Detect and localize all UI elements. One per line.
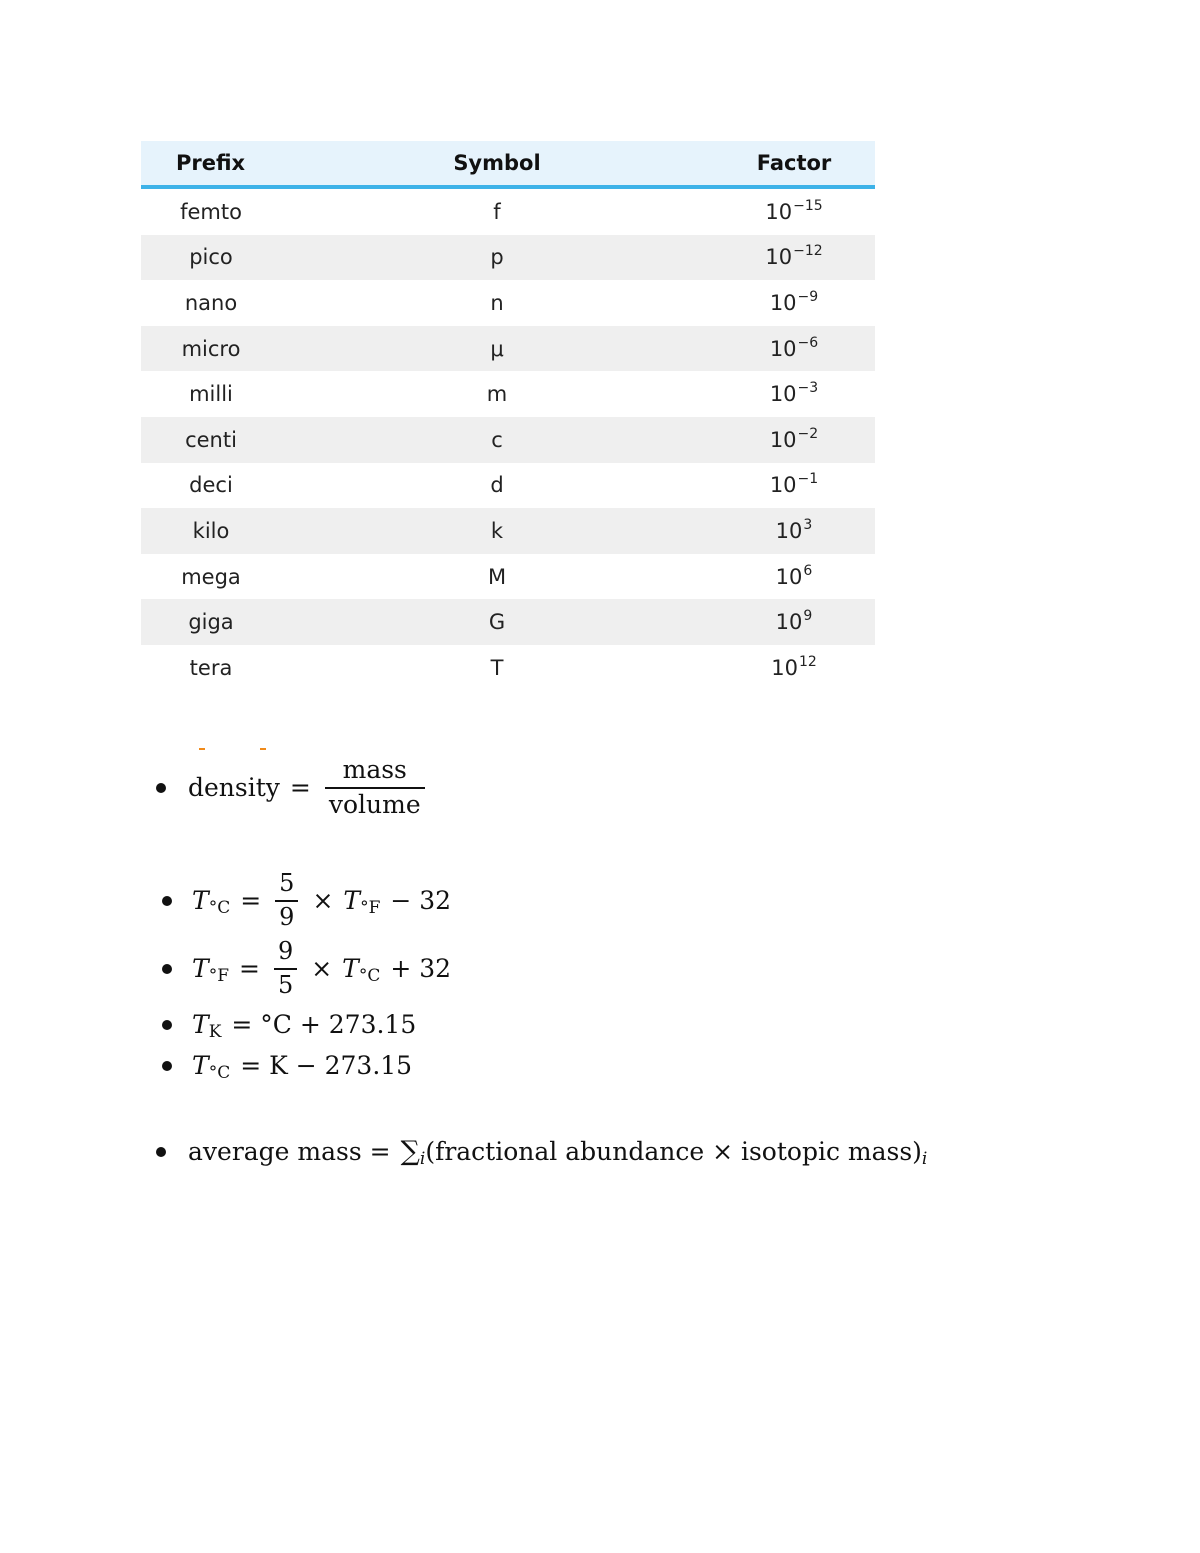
symbol-cell: M bbox=[487, 564, 507, 589]
temperature-symbol: T bbox=[192, 886, 209, 916]
temperature-symbol: T bbox=[342, 954, 359, 984]
temperature-symbol: T bbox=[192, 954, 209, 984]
factor-cell bbox=[713, 187, 875, 235]
prefix-cell: femto bbox=[180, 199, 242, 224]
formula-tail: − 32 bbox=[390, 886, 452, 916]
body-index: i bbox=[921, 1148, 928, 1169]
density-fraction bbox=[325, 756, 425, 820]
bullet bbox=[162, 1020, 172, 1030]
factor-cell bbox=[713, 463, 875, 509]
factor-base: 10 bbox=[769, 336, 797, 361]
average-mass-formula bbox=[150, 1136, 927, 1167]
header-prefix: Prefix bbox=[141, 141, 281, 187]
bullet bbox=[156, 783, 166, 793]
average-mass-body: (fractional abundance × isotopic mass) bbox=[425, 1137, 922, 1166]
factor-exponent: 12 bbox=[798, 653, 817, 670]
table-row bbox=[141, 280, 875, 326]
factor-cell bbox=[713, 417, 875, 463]
average-mass-lhs: average mass = bbox=[188, 1137, 391, 1166]
table-row bbox=[141, 326, 875, 372]
factor-exponent: −6 bbox=[797, 334, 819, 351]
symbol-cell: f bbox=[493, 199, 501, 224]
symbol-cell: μ bbox=[281, 326, 713, 372]
table-row bbox=[141, 187, 875, 235]
prefix-cell: micro bbox=[141, 326, 281, 372]
times-sign: × bbox=[311, 954, 333, 984]
header-symbol: Symbol bbox=[281, 141, 713, 187]
factor-cell bbox=[713, 371, 875, 417]
factor-cell bbox=[713, 280, 875, 326]
subscript: °C bbox=[358, 965, 381, 986]
prefix-cell: pico bbox=[141, 235, 281, 281]
table-row bbox=[141, 235, 875, 281]
table-row bbox=[141, 371, 875, 417]
table-row bbox=[141, 645, 875, 691]
equals-sign: = bbox=[240, 886, 262, 916]
fraction-numerator: 9 bbox=[277, 937, 294, 965]
formula-tail: + 32 bbox=[390, 954, 452, 984]
factor-base: 10 bbox=[775, 518, 803, 543]
table-body bbox=[141, 187, 875, 691]
subscript: °F bbox=[360, 897, 381, 918]
subscript: °C bbox=[208, 1062, 231, 1083]
fraction-denominator: 9 bbox=[275, 900, 298, 932]
fraction bbox=[275, 870, 298, 931]
prefix-cell: mega bbox=[181, 564, 241, 589]
factor-cell bbox=[713, 235, 875, 281]
symbol-cell: m bbox=[486, 382, 508, 407]
factor-cell bbox=[713, 326, 875, 372]
bullet bbox=[156, 1147, 166, 1157]
kelvin-from-celsius-formula bbox=[156, 1010, 417, 1042]
symbol-cell: k bbox=[281, 508, 713, 554]
factor-cell bbox=[713, 508, 875, 554]
factor-base: 10 bbox=[771, 655, 798, 680]
summation-icon: ∑ bbox=[400, 1136, 420, 1167]
prefix-cell: deci bbox=[189, 473, 233, 498]
fraction-numerator: 5 bbox=[279, 869, 295, 897]
factor-cell bbox=[713, 554, 875, 600]
equals-sign: = bbox=[289, 773, 311, 803]
symbol-cell: c bbox=[281, 417, 713, 463]
fraction-denominator: volume bbox=[325, 787, 425, 820]
factor-base: 10 bbox=[769, 427, 797, 452]
prefix-cell: centi bbox=[141, 417, 281, 463]
symbol-cell: G bbox=[281, 599, 713, 645]
fahrenheit-from-celsius-formula bbox=[156, 938, 451, 999]
prefix-cell: kilo bbox=[141, 508, 281, 554]
prefix-cell: tera bbox=[189, 655, 233, 680]
factor-base: 10 bbox=[765, 199, 793, 224]
prefix-cell: milli bbox=[189, 382, 233, 407]
formula-rhs: = K − 273.15 bbox=[240, 1051, 413, 1080]
bullet bbox=[162, 964, 172, 974]
bullet bbox=[162, 896, 172, 906]
table-row bbox=[141, 554, 875, 600]
factor-exponent: −2 bbox=[797, 425, 819, 442]
factor-exponent: −1 bbox=[797, 471, 819, 488]
factor-base: 10 bbox=[765, 245, 793, 270]
factor-cell bbox=[713, 599, 875, 645]
times-sign: × bbox=[312, 886, 334, 916]
subscript: K bbox=[208, 1021, 222, 1042]
subscript: °C bbox=[208, 897, 231, 918]
table-row bbox=[141, 599, 875, 645]
fraction bbox=[274, 938, 297, 999]
factor-base: 10 bbox=[775, 564, 803, 589]
fraction-numerator: mass bbox=[342, 755, 407, 784]
celsius-from-fahrenheit-formula bbox=[156, 870, 451, 931]
factor-base: 10 bbox=[769, 473, 797, 498]
factor-exponent: 6 bbox=[803, 562, 813, 579]
factor-exponent: −3 bbox=[797, 380, 819, 397]
symbol-cell: p bbox=[281, 235, 713, 281]
factor-cell bbox=[713, 645, 875, 691]
temperature-symbol: T bbox=[192, 1051, 209, 1080]
factor-base: 10 bbox=[769, 382, 797, 407]
decorative-mark bbox=[199, 748, 205, 750]
prefix-cell: nano bbox=[184, 290, 238, 315]
equals-sign: = bbox=[238, 954, 260, 984]
symbol-cell: n bbox=[490, 290, 504, 315]
factor-exponent: 9 bbox=[803, 608, 813, 625]
symbol-cell: d bbox=[490, 473, 504, 498]
subscript: °F bbox=[208, 965, 229, 986]
factor-base: 10 bbox=[769, 290, 797, 315]
bullet bbox=[162, 1061, 172, 1071]
table-row bbox=[141, 463, 875, 509]
factor-exponent: −15 bbox=[793, 197, 823, 214]
decorative-mark bbox=[260, 748, 266, 750]
factor-base: 10 bbox=[775, 610, 803, 635]
prefix-table bbox=[141, 141, 875, 691]
formula-rhs: = °C + 273.15 bbox=[231, 1010, 417, 1039]
density-formula bbox=[150, 756, 429, 820]
factor-exponent: −9 bbox=[797, 288, 819, 305]
header-factor: Factor bbox=[713, 141, 875, 187]
temperature-symbol: T bbox=[192, 1010, 209, 1039]
density-lhs: density bbox=[188, 773, 280, 803]
celsius-from-kelvin-formula bbox=[156, 1051, 413, 1083]
prefix-cell: giga bbox=[141, 599, 281, 645]
factor-exponent: −12 bbox=[793, 243, 823, 260]
table-header-row bbox=[141, 141, 875, 187]
temperature-symbol: T bbox=[343, 886, 361, 916]
table-row bbox=[141, 417, 875, 463]
symbol-cell: T bbox=[490, 655, 504, 680]
fraction-denominator: 5 bbox=[274, 968, 297, 1000]
sum-index: i bbox=[419, 1148, 426, 1169]
factor-exponent: 3 bbox=[803, 516, 813, 533]
table-row bbox=[141, 508, 875, 554]
